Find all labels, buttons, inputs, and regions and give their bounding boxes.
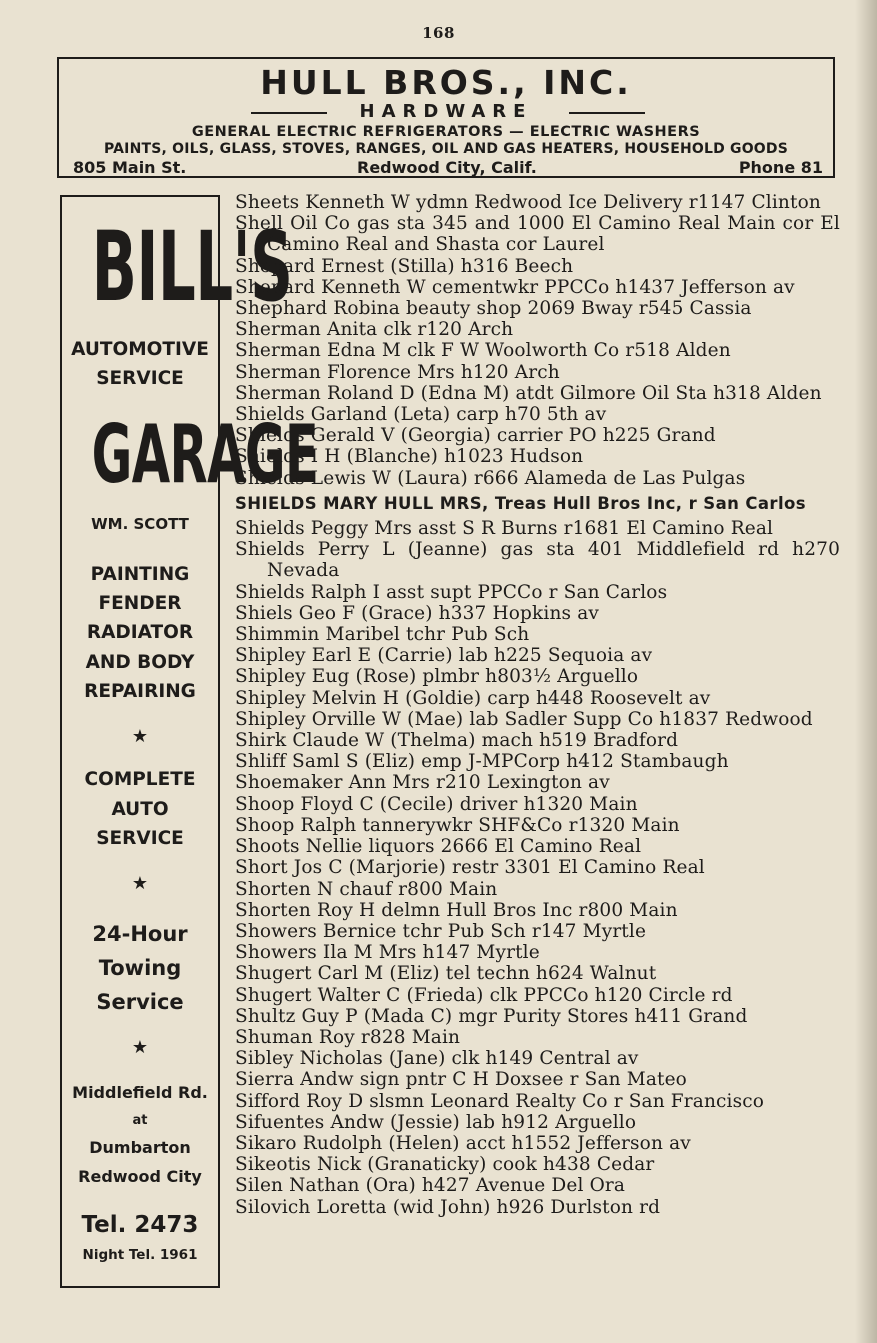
listing-entry: Shields Ralph I asst supt PPCCo r San Carlos bbox=[235, 581, 668, 603]
directory-listings bbox=[235, 192, 840, 1218]
side-ad-garage: GARAGE bbox=[91, 408, 319, 501]
ad-rule-right bbox=[569, 112, 645, 114]
listing-entry: Silen Nathan (Ora) h427 Avenue Del Ora bbox=[235, 1175, 626, 1197]
side-ad-telephone: Tel. 2473 bbox=[81, 1212, 199, 1238]
side-ad-service-line: FENDER bbox=[98, 593, 182, 614]
listing-entry: Shugert Walter C (Frieda) clk PPCCo h120 Circle rd bbox=[235, 984, 733, 1006]
listing-entry: Sierra Andw sign pntr C H Doxsee r San Mateo bbox=[235, 1069, 687, 1091]
ad-category: HARDWARE bbox=[359, 101, 533, 122]
listing-entry: Shields Gerald V (Georgia) carrier PO h225 Grand bbox=[235, 425, 716, 447]
listing-entry: Short Jos C (Marjorie) restr 3301 El Camino Real bbox=[235, 857, 705, 879]
star-icon: ★ bbox=[131, 873, 149, 894]
side-ad-service-line: RADIATOR bbox=[86, 622, 194, 643]
side-ad-owner: WM. SCOTT bbox=[91, 515, 189, 533]
listing-entry: Shimmin Maribel tchr Pub Sch bbox=[235, 624, 530, 646]
listing-entry: Shliff Saml S (Eliz) emp J-MPCorp h412 Stambaugh bbox=[235, 751, 729, 773]
side-ad-location-line: Redwood City bbox=[78, 1167, 202, 1186]
listing-entry: Shoemaker Ann Mrs r210 Lexington av bbox=[235, 772, 610, 794]
side-ad-service-line: AND BODY bbox=[85, 652, 195, 673]
listing-entry: Shoots Nellie liquors 2666 El Camino Real bbox=[235, 836, 642, 858]
listing-entry: Shields Lewis W (Laura) r666 Alameda de Las Pulgas bbox=[235, 467, 746, 489]
listing-entry: Shell Oil Co gas sta 345 and 1000 El Camino Real Main cor El Camino Real and Shasta cor Laurel bbox=[235, 213, 840, 256]
ad-company-name: HULL BROS., INC. bbox=[260, 63, 632, 102]
listing-entry: Silovich Loretta (wid John) h926 Durlston rd bbox=[235, 1196, 661, 1218]
ad-city: Redwood City, Calif. bbox=[357, 158, 537, 177]
listing-entry: Sikeotis Nick (Granaticky) cook h438 Cedar bbox=[235, 1154, 655, 1176]
listing-entry: Shipley Eug (Rose) plmbr h803½ Arguello bbox=[235, 666, 639, 688]
listing-entry: Shorten N chauf r800 Main bbox=[235, 878, 498, 900]
side-ad-towing-line: Towing bbox=[98, 956, 182, 980]
listing-entry: Shugert Carl M (Eliz) tel techn h624 Walnut bbox=[235, 963, 657, 985]
side-ad-service-line: REPAIRING bbox=[84, 681, 196, 702]
listing-entry: Sibley Nicholas (Jane) clk h149 Central av bbox=[235, 1048, 639, 1070]
page-edge-shadow bbox=[855, 0, 877, 1343]
listing-entry: SHIELDS MARY HULL MRS, Treas Hull Bros Inc, r San Carlos bbox=[235, 493, 806, 513]
side-ad-location-line: at bbox=[132, 1113, 148, 1128]
listing-entry: Shoop Ralph tannerywkr SHF&Co r1320 Main bbox=[235, 814, 680, 836]
side-ad-automotive: AUTOMOTIVE bbox=[71, 339, 209, 360]
ad-products-line2: PAINTS, OILS, GLASS, STOVES, RANGES, OIL AND GAS HEATERS, HOUSEHOLD GOODS bbox=[103, 141, 789, 157]
listing-entry: Shipley Melvin H (Goldie) carp h448 Roosevelt av bbox=[235, 687, 711, 709]
listing-entry: Shields Peggy Mrs asst S R Burns r1681 El Camino Real bbox=[235, 518, 774, 540]
listing-entry: Shirk Claude W (Thelma) mach h519 Bradford bbox=[235, 730, 679, 752]
listing-entry: Showers Ila M Mrs h147 Myrtle bbox=[235, 942, 540, 964]
listing-entry: Shipley Earl E (Carrie) lab h225 Sequoia av bbox=[235, 645, 653, 667]
side-ad-service: SERVICE bbox=[96, 368, 184, 389]
listing-entry: Shuman Roy r828 Main bbox=[235, 1026, 461, 1048]
side-ad-service-line: PAINTING bbox=[90, 564, 190, 585]
page-number: 168 bbox=[422, 24, 455, 42]
listing-entry: Shultz Guy P (Mada C) mgr Purity Stores h411 Grand bbox=[235, 1005, 748, 1027]
star-icon: ★ bbox=[131, 726, 149, 747]
listing-entry: Shiels Geo F (Grace) h337 Hopkins av bbox=[235, 602, 599, 624]
listing-entry: Sherman Edna M clk F W Woolworth Co r518 Alden bbox=[235, 340, 731, 362]
listing-entry: Shephard Robina beauty shop 2069 Bway r545 Cassia bbox=[235, 298, 752, 320]
side-ad-complete-line: SERVICE bbox=[96, 828, 184, 849]
listing-entry: Sifuentes Andw (Jessie) lab h912 Arguello bbox=[235, 1111, 637, 1133]
listing-entry: Sheets Kenneth W ydmn Redwood Ice Delivery r1147 Clinton bbox=[235, 192, 821, 213]
side-ad-towing-line: 24-Hour bbox=[92, 922, 188, 946]
side-ad-location-line: Dumbarton bbox=[89, 1138, 191, 1157]
side-ad-complete-line: COMPLETE bbox=[84, 769, 196, 790]
star-icon: ★ bbox=[131, 1037, 149, 1058]
listing-entry: Shipley Orville W (Mae) lab Sadler Supp Co h1837 Redwood bbox=[235, 708, 813, 730]
listing-entry: Sherman Anita clk r120 Arch bbox=[235, 319, 514, 341]
side-ad-name: BILL'S bbox=[91, 211, 293, 323]
listing-entry: Sherman Florence Mrs h120 Arch bbox=[235, 361, 560, 383]
side-ad-complete-line: AUTO bbox=[111, 799, 169, 820]
listing-entry: Shields Perry L (Jeanne) gas sta 401 Middlefield rd h270 Nevada bbox=[235, 539, 840, 582]
listing-entry: Showers Bernice tchr Pub Sch r147 Myrtle bbox=[235, 920, 647, 942]
side-ad-night-telephone: Night Tel. 1961 bbox=[82, 1247, 198, 1263]
side-advertisement bbox=[60, 195, 319, 1288]
listing-entry: Shepard Ernest (Stilla) h316 Beech bbox=[235, 255, 574, 277]
ad-phone: Phone 81 bbox=[738, 158, 823, 177]
listing-entry: Sifford Roy D slsmn Leonard Realty Co r San Francisco bbox=[235, 1090, 765, 1112]
listing-entry: Shields I H (Blanche) h1023 Hudson bbox=[235, 446, 584, 468]
listing-entry: Sherman Roland D (Edna M) atdt Gilmore Oil Sta h318 Alden bbox=[235, 382, 822, 404]
side-ad-towing-line: Service bbox=[96, 990, 184, 1014]
listing-entry: Shepard Kenneth W cementwkr PPCCo h1437 Jefferson av bbox=[235, 276, 795, 298]
listing-entry: Shorten Roy H delmn Hull Bros Inc r800 Main bbox=[235, 899, 678, 921]
listing-entry: Sikaro Rudolph (Helen) acct h1552 Jefferson av bbox=[235, 1132, 691, 1154]
listing-entry: Shoop Floyd C (Cecile) driver h1320 Main bbox=[235, 793, 638, 815]
listing-entry: Shields Garland (Leta) carp h70 5th av bbox=[235, 404, 607, 426]
ad-address: 805 Main St. bbox=[73, 158, 187, 177]
header-advertisement bbox=[57, 57, 835, 178]
ad-products-line1: GENERAL ELECTRIC REFRIGERATORS — ELECTRIC WASHERS bbox=[191, 124, 701, 140]
side-ad-location-line: Middlefield Rd. bbox=[72, 1083, 208, 1102]
